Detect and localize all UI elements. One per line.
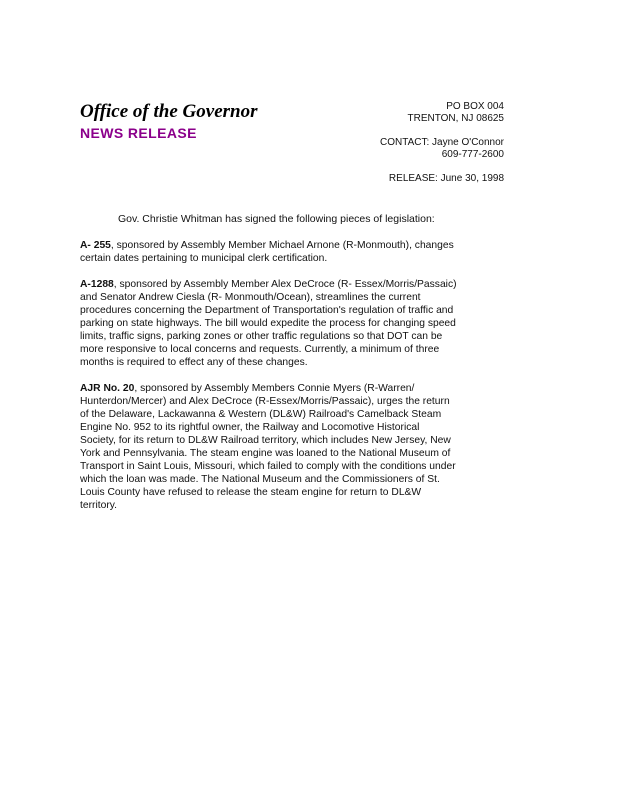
bill-description: , sponsored by Assembly Member Michael Arnone (R-Monmouth), changes certain dates pertaining to municipal clerk certification. (80, 240, 454, 264)
contact-phone: 609-777-2600 (441, 149, 504, 160)
bill-list (80, 239, 520, 525)
contact-block (284, 101, 504, 197)
intro-paragraph: Gov. Christie Whitman has signed the following pieces of legislation: (118, 213, 435, 225)
bill-description: , sponsored by Assembly Member Alex DeCroce (R- Essex/Morris/Passaic) and Senator Andrew Ciesla (R- Monmouth/Ocean), streamlines the current procedures concerning the Department of Transportation's regulation of traffic and parking on state highways. The bill would expedite the process for changing speed limits, traffic signs, parking zones or other traffic regulations so that DOT can be more responsive to local concerns and requests. Currently, a minimum of three months is required to effect any of these changes. (80, 279, 457, 368)
bill-paragraph (80, 278, 520, 369)
bill-paragraph (80, 382, 520, 512)
release-date-block (284, 173, 504, 185)
contact-info (284, 137, 504, 161)
bill-id: A-1288 (80, 279, 114, 290)
release-date: RELEASE: June 30, 1998 (388, 173, 504, 184)
bill-id: A- 255 (80, 240, 111, 251)
contact-name: CONTACT: Jayne O'Connor (380, 137, 504, 148)
news-release-label: NEWS RELEASE (80, 125, 197, 141)
city-zip: TRENTON, NJ 08625 (407, 113, 504, 124)
bill-description: , sponsored by Assembly Members Connie Myers (R-Warren/ Hunterdon/Mercer) and Alex DeCroce (R-Essex/Morris/Passaic), urges the return of the Delaware, Lackawanna & Western (DL&W) Railroad's Camelback Steam Engine No. 952 to its rightful owner, the Railway and Locomotive Historical Society, for its return to DL&W Railroad territory, which includes New Jersey, New York and Pennsylvania. The steam engine was loaned to the National Museum of Transport in Saint Louis, Missouri, which failed to comply with the conditions under which the loan was made. The National Museum and the Commissioners of St. Louis County have refused to release the steam engine for return to DL&W territory. (80, 383, 456, 511)
address-block (284, 101, 504, 125)
bill-paragraph (80, 239, 520, 265)
po-box: PO BOX 004 (446, 101, 504, 112)
office-title: Office of the Governor (80, 101, 258, 122)
bill-id: AJR No. 20 (80, 383, 135, 394)
